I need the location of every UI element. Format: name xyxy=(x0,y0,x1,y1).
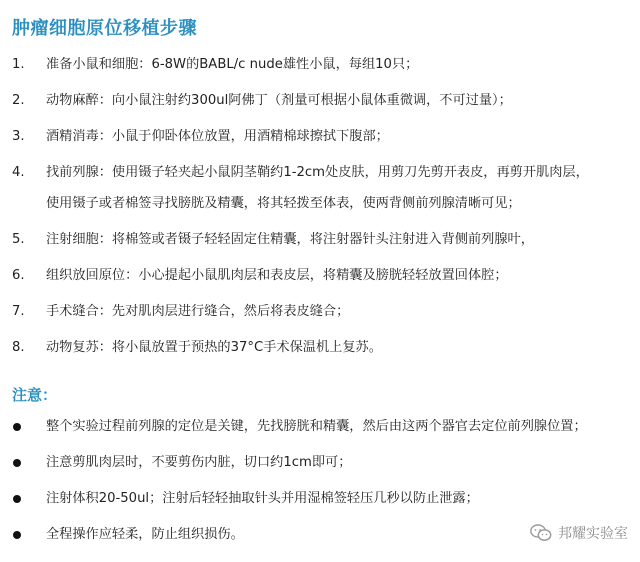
bullet-icon xyxy=(13,423,21,431)
step-text: 动物麻醉：向小鼠注射约300ul阿佛丁（剂量可根据小鼠体重微调，不可过量）； xyxy=(46,93,512,108)
step-number: 7. xyxy=(12,304,25,319)
note-item-1 xyxy=(0,418,640,436)
step-text: 组织放回原位：小心提起小鼠肌肉层和表皮层，将精囊及膀胱轻轻放置回体腔； xyxy=(46,268,508,283)
step-item-1 xyxy=(0,56,640,74)
steps-list xyxy=(0,56,640,357)
step-item-5 xyxy=(0,231,640,249)
step-number: 5. xyxy=(12,232,25,247)
step-item-8 xyxy=(0,339,640,357)
step-item-3 xyxy=(0,128,640,146)
bullet-icon xyxy=(13,531,21,539)
page-title: 肿瘤细胞原位移植步骤 xyxy=(12,18,197,39)
step-number: 4. xyxy=(12,165,25,180)
step-item-6 xyxy=(0,267,640,285)
watermark xyxy=(530,523,628,543)
step-text: 注射细胞：将棉签或者镊子轻轻固定住精囊，将注射器针头注射进入背侧前列腺叶， xyxy=(46,232,534,247)
step-text: 准备小鼠和细胞：6-8W的BABL/c nude雄性小鼠，每组10只； xyxy=(46,57,419,72)
step-number: 8. xyxy=(12,340,25,355)
note-item-2 xyxy=(0,454,640,472)
step-text: 动物复苏：将小鼠放置于预热的37°C手术保温机上复苏。 xyxy=(46,340,382,355)
notes-heading: 注意： xyxy=(12,386,58,404)
wechat-icon xyxy=(530,524,552,542)
step-text-continued: 使用镊子或者棉签寻找膀胱及精囊，将其轻拨至体表，使两背侧前列腺清晰可见； xyxy=(46,196,521,211)
step-text: 找前列腺：使用镊子轻夹起小鼠阴茎鞘约1-2cm处皮肤，用剪刀先剪开表皮，再剪开肌肉层， xyxy=(46,165,589,180)
step-number: 3. xyxy=(12,129,25,144)
step-number: 6. xyxy=(12,268,25,283)
note-text: 注射体积20-50ul；注射后轻轻抽取针头并用湿棉签轻压几秒以防止泄露； xyxy=(46,491,479,506)
step-item-4 xyxy=(0,164,640,213)
note-text: 注意剪肌肉层时，不要剪伤内脏，切口约1cm即可； xyxy=(46,455,352,470)
step-number: 1. xyxy=(12,57,25,72)
step-item-2 xyxy=(0,92,640,110)
step-item-7 xyxy=(0,303,640,321)
step-text: 手术缝合：先对肌肉层进行缝合，然后将表皮缝合； xyxy=(46,304,350,319)
note-text: 全程操作应轻柔，防止组织损伤。 xyxy=(46,527,244,542)
watermark-text: 邦耀实验室 xyxy=(558,526,628,542)
note-text: 整个实验过程前列腺的定位是关键，先找膀胱和精囊，然后由这两个器官去定位前列腺位置； xyxy=(46,419,587,434)
step-text: 酒精消毒：小鼠于仰卧体位放置，用酒精棉球擦拭下腹部； xyxy=(46,129,389,144)
bullet-icon xyxy=(13,459,21,467)
bullet-icon xyxy=(13,495,21,503)
step-number: 2. xyxy=(12,93,25,108)
note-item-3 xyxy=(0,490,640,508)
